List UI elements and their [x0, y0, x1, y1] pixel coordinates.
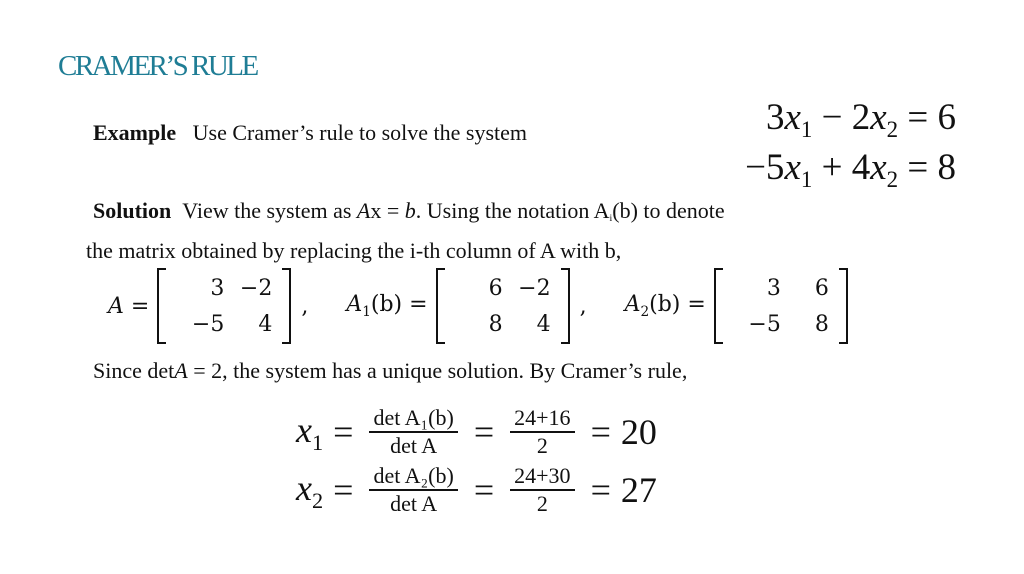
right-bracket: [561, 268, 570, 344]
example-text: Use Cramer’s rule to solve the system: [192, 120, 528, 145]
left-bracket: [714, 268, 723, 344]
matrix-a2: 3 6 −5 8: [748, 275, 829, 337]
matrix-a: 3 −2 −5 4: [191, 275, 273, 337]
example-label: Example: [93, 120, 177, 145]
right-bracket: [839, 268, 848, 344]
system-equation-1: $3x_1 - 2x_2 = 6$: [765, 97, 956, 143]
matrix-a1: 6 −2 8 4: [488, 275, 551, 337]
slide-title: CRAMER’S RULE: [58, 50, 257, 82]
x2-det-fraction: $\frac{\text{det A₂(b)}}{\text{det A}}$: [369, 463, 457, 517]
since-line: Since detA = 2, the system has a unique solution. By Cramer’s rule,: [93, 358, 688, 383]
matrix-a-label: A =: [108, 293, 150, 319]
x2-equation: $x_2$ = $\frac{\text{det A₂(b)}}{\text{det A}}$ = $\frac{24+30}{2}$ = 27: [296, 463, 657, 516]
x2-value: 27: [620, 470, 657, 510]
left-bracket: [157, 268, 166, 344]
x1-value-fraction: $\frac{24+16}{2}$: [510, 405, 574, 459]
x1-det-fraction: $\frac{\text{det A₁(b)}}{\text{det A}}$: [369, 405, 457, 459]
x2-value-fraction: $\frac{24+30}{2}$: [510, 463, 574, 517]
matrix-row: A = 3 −2 −5 4 , $A_1(b)$ = 6 −2 8 4 , $A_2(b)$ = 3 6 −5 8: [108, 266, 852, 346]
matrix-a1-label: $A_1(b)$ =: [346, 292, 428, 320]
right-bracket: [282, 268, 291, 344]
x1-value: 20: [620, 412, 657, 452]
system-equation-2: $-5x_1 + 4x_2 = 8$: [745, 147, 956, 193]
left-bracket: [436, 268, 445, 344]
matrix-a2-label: $A_2(b)$ =: [624, 292, 706, 320]
solution-line-2: the matrix obtained by replacing the i-th column of A with b,: [86, 238, 622, 263]
x1-equation: $x_1$ = $\frac{\text{det A₁(b)}}{\text{det A}}$ = $\frac{24+16}{2}$ = 20: [296, 405, 657, 458]
example-line: [93, 120, 527, 146]
solution-label: Solution: [93, 198, 172, 223]
solution-line-1: Solution View the system as Ax = b. Using the notation Ai(b) to denote: [93, 198, 725, 224]
